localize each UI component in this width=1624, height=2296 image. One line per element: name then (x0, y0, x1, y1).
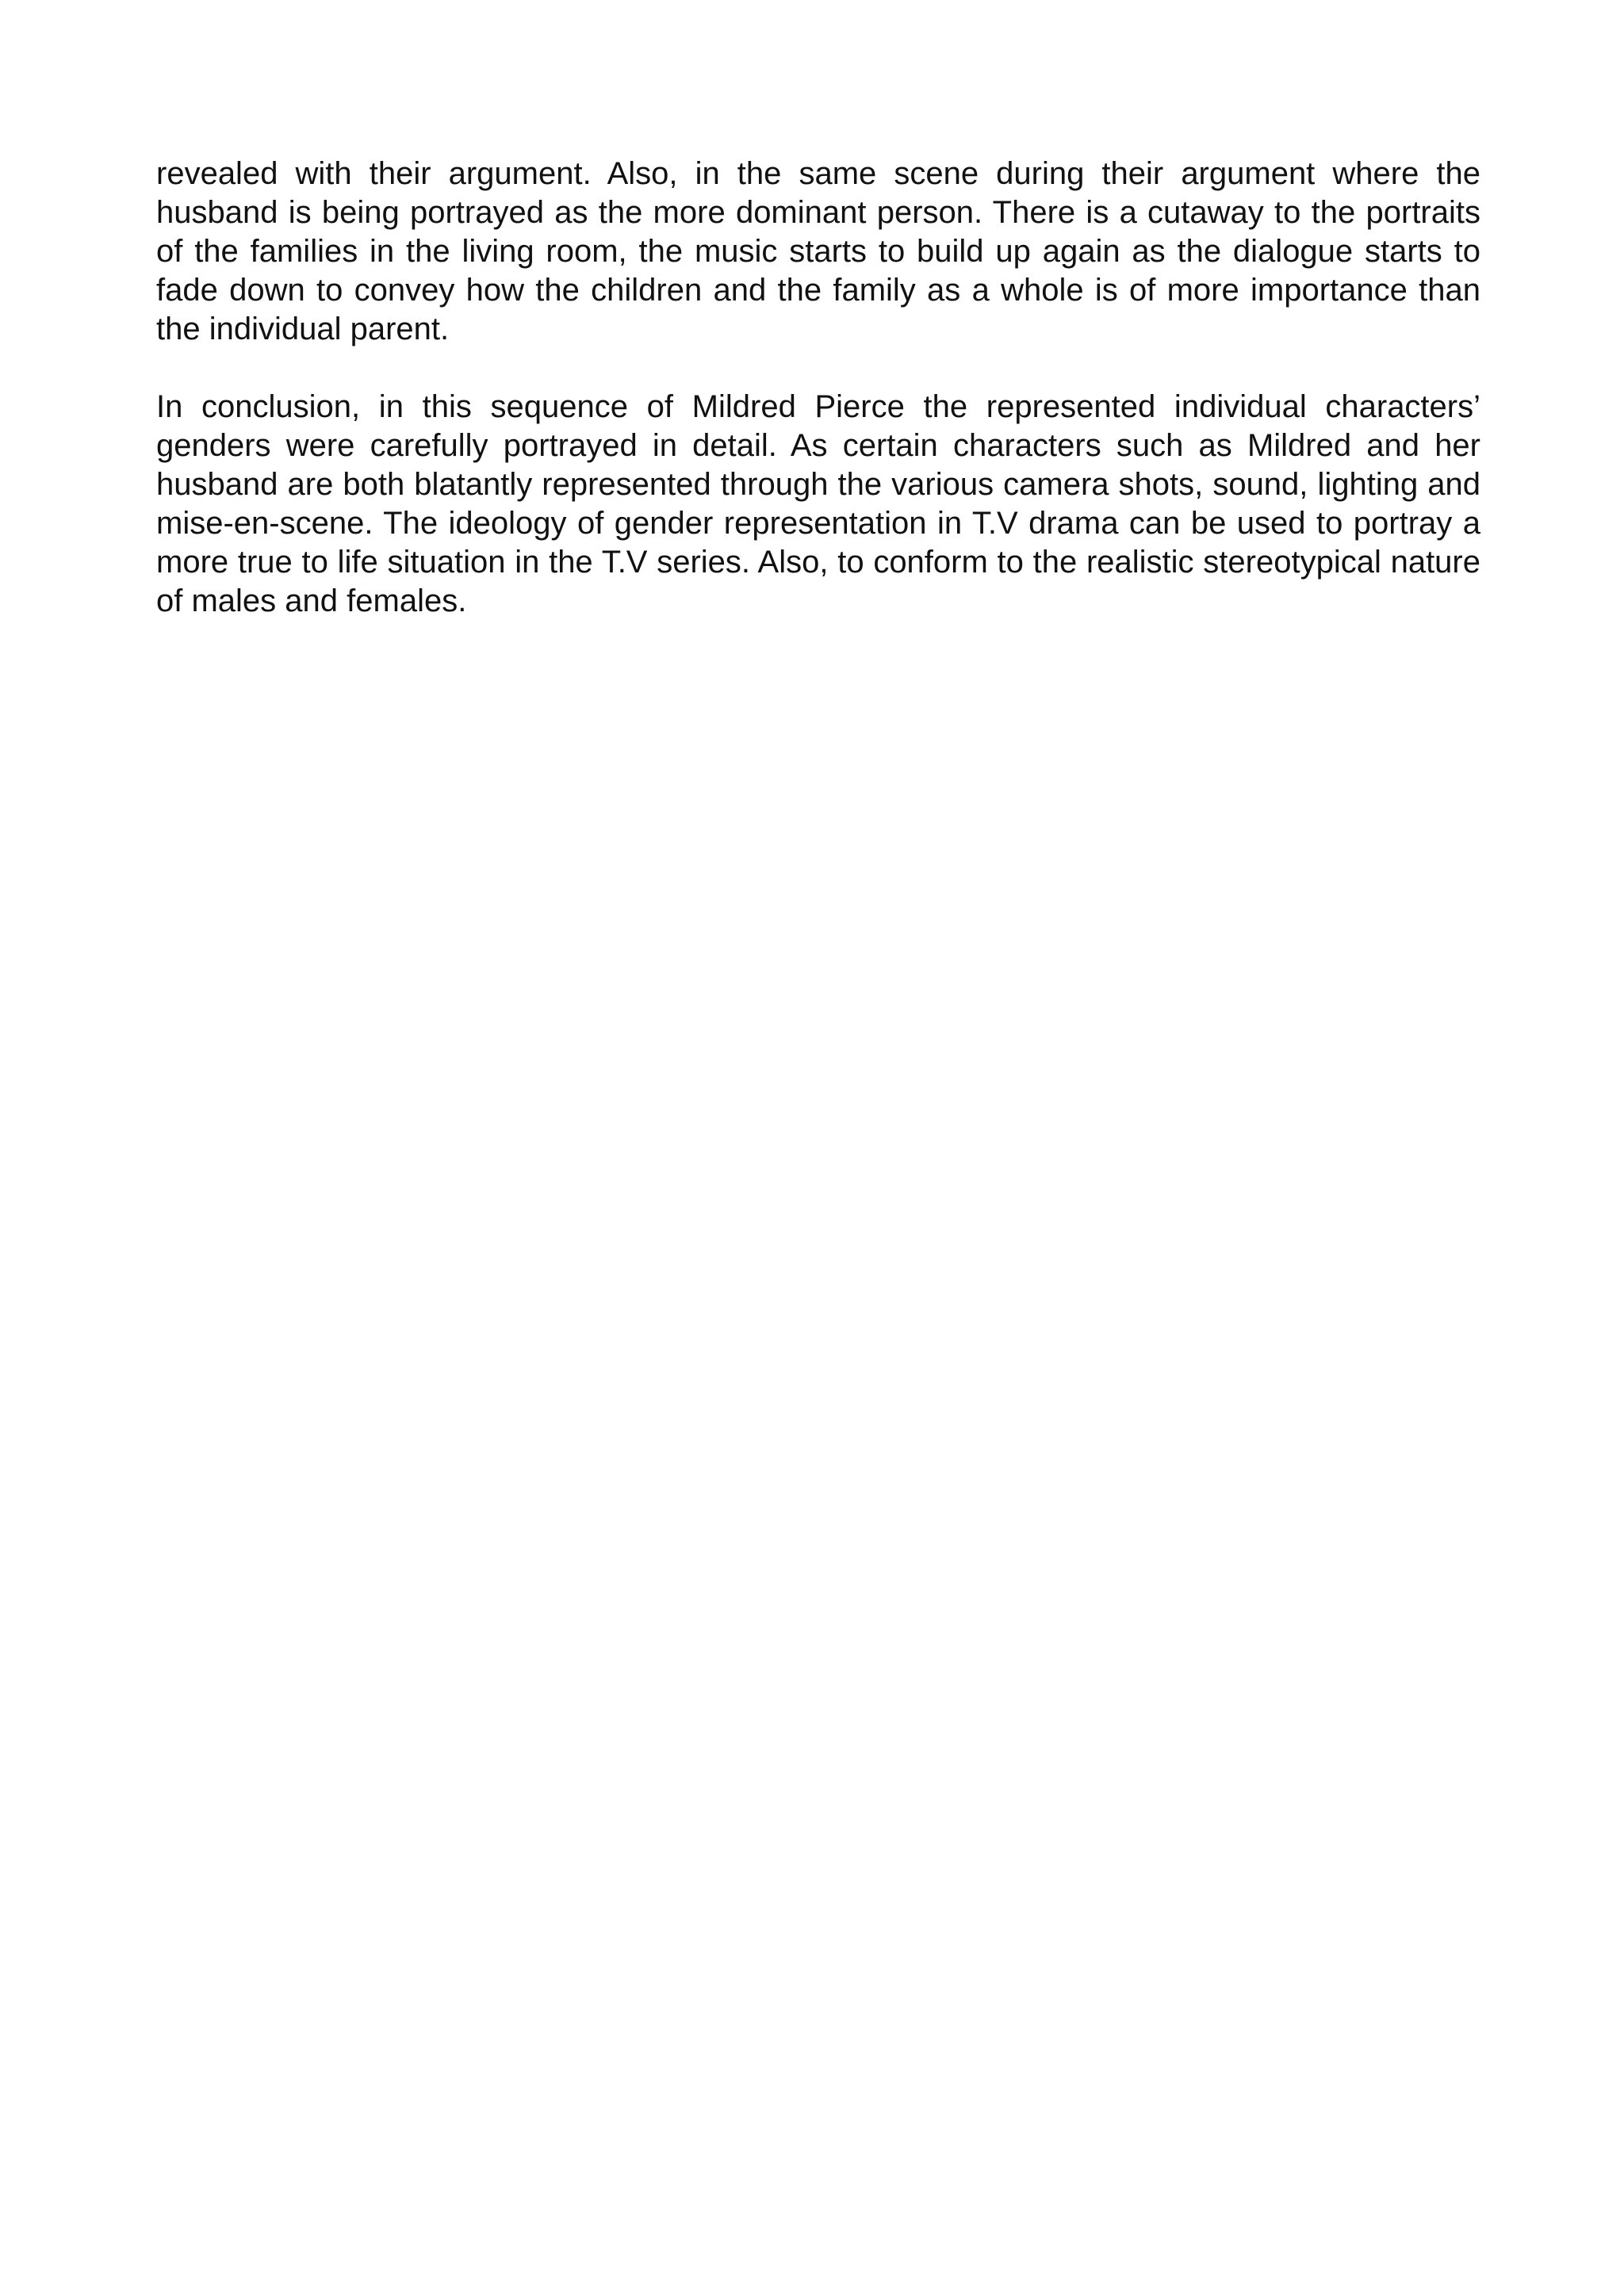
document-body (156, 155, 1480, 621)
paragraph-conclusion: In conclusion, in this sequence of Mildred Pierce the represented individual characters’ genders were carefully portrayed in detail. As certain characters such as Mildred and her husband are both blatantly represented through the various camera shots, sound, lighting and mise-en-scene. The ideology of gender representation in T.V drama can be used to portray a more true to life situation in the T.V series. Also, to conform to the realistic stereotypical nature of males and females. (156, 389, 1480, 618)
paragraph-argument: revealed with their argument. Also, in the same scene during their argument where the husband is being portrayed as the more dominant person. There is a cutaway to the portraits of the families in the living room, the music starts to build up again as the dialogue starts to fade down to convey how the children and the family as a whole is of more importance than the individual parent. (156, 156, 1480, 346)
